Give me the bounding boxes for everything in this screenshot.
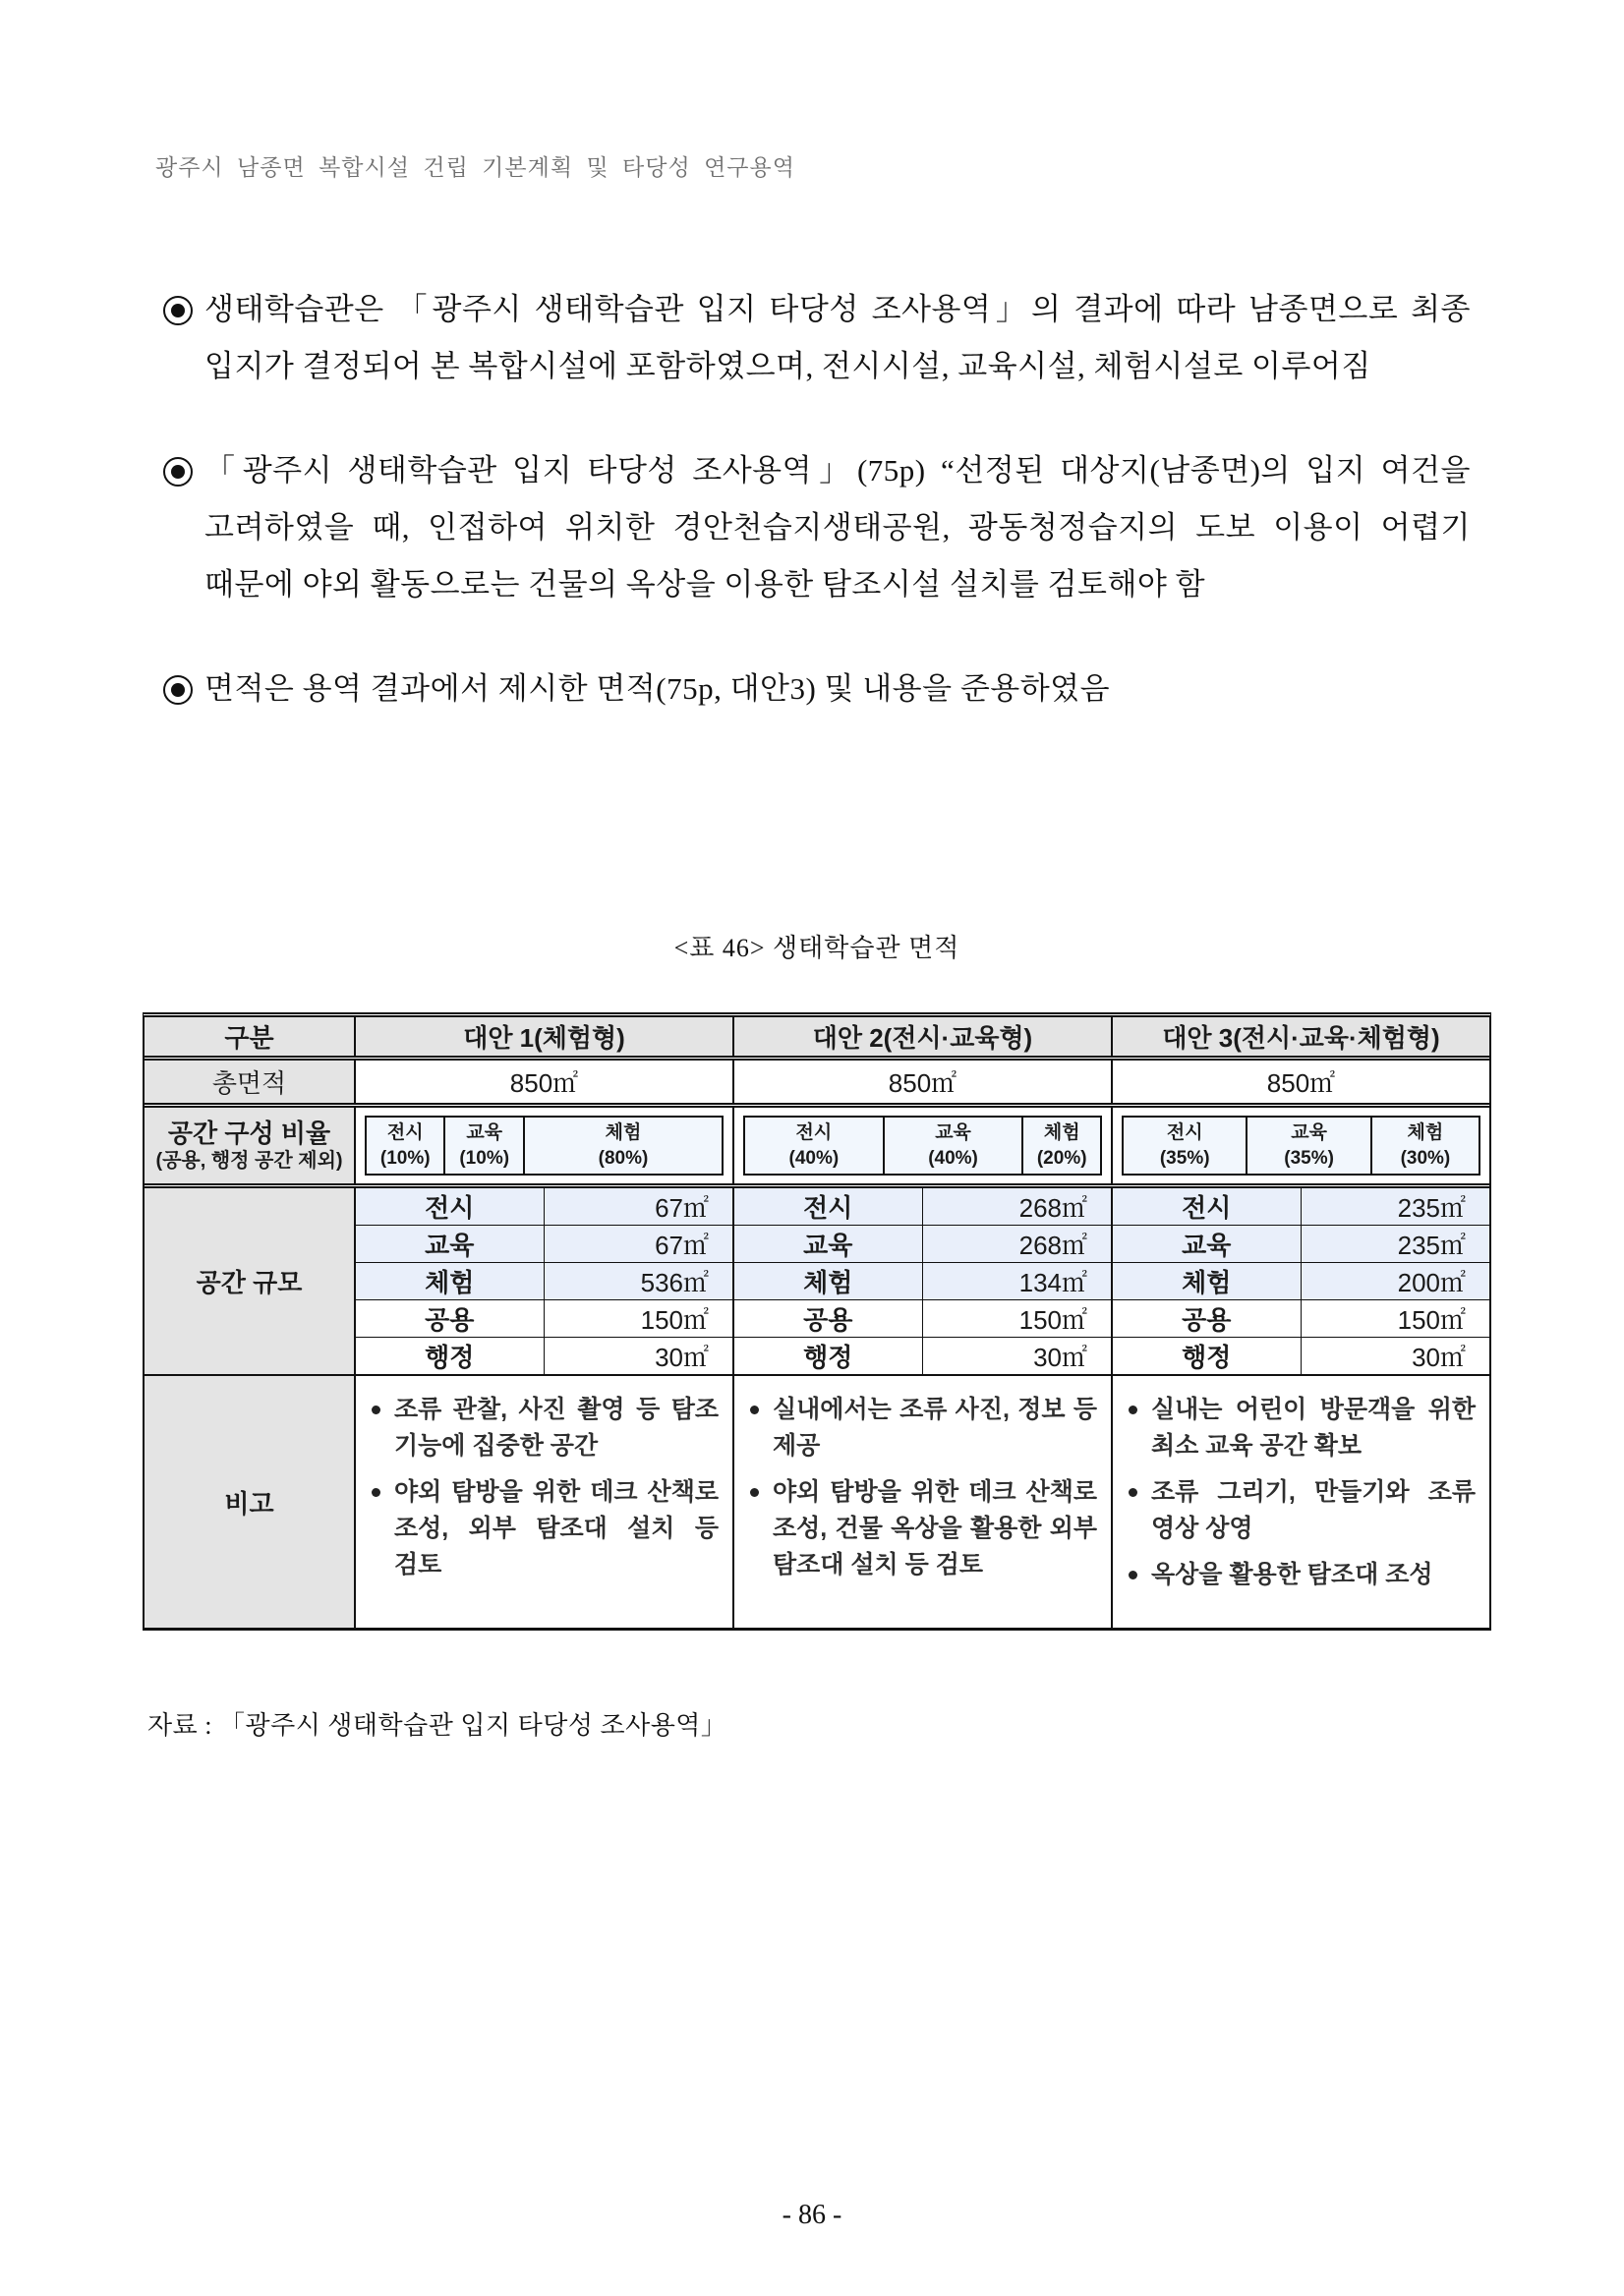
dot-bullet-icon [372, 1488, 380, 1497]
table-caption: <표 46> 생태학습관 면적 [673, 934, 960, 962]
size-col-alt2 [732, 1188, 1111, 1374]
size-value: 30㎡ [1412, 1343, 1466, 1372]
size-name: 체험 [734, 1263, 923, 1299]
paragraph-text: 면적은 용역 결과에서 제시한 면적(75p, 대안3) 및 내용을 준용하였음 [204, 671, 1111, 706]
dot-bullet-icon [1129, 1571, 1137, 1579]
fisheye-bullet-icon [163, 675, 193, 705]
ratio-cell-alt2 [732, 1108, 1111, 1183]
size-value: 235㎡ [1397, 1193, 1466, 1223]
remark-text: 조류 그리기, 만들기와 조류 영상 상영 [1151, 1478, 1476, 1542]
ratio-name: 체험 [1043, 1121, 1080, 1143]
size-col-alt3 [1111, 1188, 1489, 1374]
size-row [734, 1188, 1111, 1226]
size-row [734, 1226, 1111, 1263]
size-row [734, 1300, 1111, 1338]
header-cell-alt1: 대안 1(체험형) [354, 1017, 732, 1056]
size-name: 전시 [1113, 1188, 1302, 1225]
total-value-alt2: 850㎡ [732, 1061, 1111, 1103]
ratio-name: 교육 [1291, 1121, 1327, 1143]
size-value: 134㎡ [1018, 1268, 1087, 1297]
size-name: 행정 [356, 1338, 545, 1374]
area-table [143, 1012, 1491, 1631]
remark-text: 야외 탐방을 위한 데크 산책로 조성, 건물 옥상을 활용한 외부 탐조대 설치 등 검토 [773, 1478, 1097, 1578]
size-value: 200㎡ [1397, 1268, 1466, 1297]
bullet-paragraph [163, 442, 1471, 613]
size-row [1113, 1300, 1489, 1338]
paragraph-text: 생태학습관은 「광주시 생태학습관 입지 타당성 조사용역」의 결과에 따라 남종면으로 최종 입지가 결정되어 본 복합시설에 포함하였으며, 전시시설, 교육시설, 체험시설로 이루어짐 [204, 292, 1471, 383]
ratio-pct: (80%) [598, 1147, 649, 1169]
bullet-paragraph [163, 281, 1471, 395]
size-row [734, 1263, 1111, 1300]
dot-bullet-icon [1129, 1488, 1137, 1497]
size-row [356, 1263, 732, 1300]
remark-text: 실내에서는 조류 사진, 정보 등 제공 [773, 1396, 1097, 1460]
ratio-mini-table [365, 1116, 724, 1176]
size-row [1113, 1188, 1489, 1226]
header-cell-alt3: 대안 3(전시·교육·체험형) [1111, 1017, 1489, 1056]
ratio-box [1246, 1118, 1369, 1174]
ratio-pct: (10%) [459, 1147, 510, 1169]
size-value: 150㎡ [640, 1305, 709, 1335]
dot-bullet-icon [372, 1406, 380, 1414]
size-name: 전시 [734, 1188, 923, 1225]
ratio-pct: (35%) [1159, 1147, 1210, 1169]
remarks-label: 비고 [145, 1376, 354, 1628]
size-value: 150㎡ [1397, 1305, 1466, 1335]
size-row [1113, 1338, 1489, 1374]
size-row [356, 1188, 732, 1226]
remark-text: 조류 관찰, 사진 촬영 등 탐조 기능에 집중한 공간 [394, 1396, 719, 1460]
dot-bullet-icon [750, 1406, 759, 1414]
ratio-box [367, 1118, 443, 1174]
body-paragraphs [163, 281, 1471, 765]
remark-text: 옥상을 활용한 탐조대 조성 [1151, 1561, 1433, 1588]
size-name: 행정 [1113, 1338, 1302, 1374]
ratio-box [1021, 1118, 1100, 1174]
ratio-name: 체험 [605, 1121, 642, 1143]
size-value: 235㎡ [1397, 1231, 1466, 1260]
size-label: 공간 규모 [145, 1188, 354, 1374]
ratio-label [145, 1108, 354, 1183]
ratio-name: 전시 [1166, 1121, 1203, 1143]
size-name: 교육 [1113, 1226, 1302, 1262]
header-cell-alt2: 대안 2(전시·교육형) [732, 1017, 1111, 1056]
ratio-cell-alt3 [1111, 1108, 1489, 1183]
remark-text: 실내는 어린이 방문객을 위한 최소 교육 공간 확보 [1151, 1396, 1476, 1460]
page-number: - 86 - [782, 2200, 842, 2230]
size-value: 268㎡ [1018, 1231, 1087, 1260]
fisheye-bullet-icon [163, 296, 193, 325]
size-value: 30㎡ [655, 1343, 709, 1372]
total-area-row [145, 1061, 1489, 1108]
ratio-label-note: (공용, 행정 공간 제외) [155, 1150, 343, 1173]
remark-item [1125, 1557, 1476, 1593]
ratio-box [523, 1118, 722, 1174]
size-row [734, 1338, 1111, 1374]
total-value-alt3: 850㎡ [1111, 1061, 1489, 1103]
remarks-col-alt3 [1111, 1376, 1489, 1628]
space-size-block [145, 1188, 1489, 1376]
ratio-pct: (30%) [1400, 1147, 1451, 1169]
size-name: 교육 [734, 1226, 923, 1262]
paragraph-text: 「광주시 생태학습관 입지 타당성 조사용역」(75p) “선정된 대상지(남종면)의 입지 여건을 고려하였을 때, 인접하여 위치한 경안천습지생태공원, 광동청정습지의 도보 이용이 어렵기 때문에 야외 활동으로는 건물의 옥상을 이용한 탐조시설 설치를 검토해야 함 [204, 453, 1471, 602]
remark-item [368, 1392, 719, 1464]
ratio-name: 교육 [466, 1121, 503, 1143]
size-value: 536㎡ [640, 1268, 709, 1297]
size-row [356, 1338, 732, 1374]
ratio-box [745, 1118, 883, 1174]
bullet-paragraph [163, 660, 1471, 718]
total-label: 총면적 [145, 1061, 354, 1103]
ratio-name: 전시 [386, 1121, 424, 1143]
size-row [1113, 1263, 1489, 1300]
remark-item [368, 1474, 719, 1583]
size-name: 체험 [356, 1263, 545, 1299]
size-name: 행정 [734, 1338, 923, 1374]
remark-item [746, 1392, 1097, 1464]
ratio-mini-table [1122, 1116, 1480, 1176]
ratio-pct: (40%) [928, 1147, 978, 1169]
running-header: 광주시 남종면 복합시설 건립 기본계획 및 타당성 연구용역 [155, 154, 795, 180]
composition-ratio-row [145, 1108, 1489, 1188]
size-value: 67㎡ [655, 1193, 709, 1223]
size-name: 전시 [356, 1188, 545, 1225]
size-value: 30㎡ [1033, 1343, 1087, 1372]
size-value: 268㎡ [1018, 1193, 1087, 1223]
table-source-note: 자료 : 「광주시 생태학습관 입지 타당성 조사용역」 [147, 1711, 727, 1740]
ratio-box [1370, 1118, 1479, 1174]
ratio-label-main: 공간 구성 비율 [167, 1118, 331, 1148]
ratio-pct: (20%) [1036, 1147, 1087, 1169]
ratio-name: 교육 [935, 1121, 971, 1143]
ratio-name: 전시 [795, 1121, 833, 1143]
size-value: 67㎡ [655, 1231, 709, 1260]
remark-item [1125, 1474, 1476, 1547]
table-header-row [145, 1017, 1489, 1061]
dot-bullet-icon [750, 1488, 759, 1497]
header-cell-gubun: 구분 [145, 1017, 354, 1056]
size-name: 공용 [734, 1300, 923, 1337]
ratio-box [443, 1118, 522, 1174]
remarks-row [145, 1376, 1489, 1628]
size-name: 체험 [1113, 1263, 1302, 1299]
ratio-cell-alt1 [354, 1108, 732, 1183]
fisheye-bullet-icon [163, 457, 193, 487]
remark-item [1125, 1392, 1476, 1464]
size-row [356, 1300, 732, 1338]
remarks-col-alt1 [354, 1376, 732, 1628]
size-col-alt1 [354, 1188, 732, 1374]
ratio-name: 체험 [1407, 1121, 1444, 1143]
remark-text: 야외 탐방을 위한 데크 산책로 조성, 외부 탐조대 설치 등 검토 [394, 1478, 719, 1578]
dot-bullet-icon [1129, 1406, 1137, 1414]
ratio-pct: (40%) [788, 1147, 840, 1169]
ratio-pct: (10%) [379, 1147, 431, 1169]
size-name: 공용 [356, 1300, 545, 1337]
ratio-mini-table [743, 1116, 1102, 1176]
size-value: 150㎡ [1018, 1305, 1087, 1335]
size-row [356, 1226, 732, 1263]
size-name: 교육 [356, 1226, 545, 1262]
ratio-box [883, 1118, 1022, 1174]
remarks-col-alt2 [732, 1376, 1111, 1628]
remark-item [746, 1474, 1097, 1583]
total-value-alt1: 850㎡ [354, 1061, 732, 1103]
ratio-box [1124, 1118, 1246, 1174]
size-name: 공용 [1113, 1300, 1302, 1337]
ratio-pct: (35%) [1284, 1147, 1334, 1169]
size-row [1113, 1226, 1489, 1263]
